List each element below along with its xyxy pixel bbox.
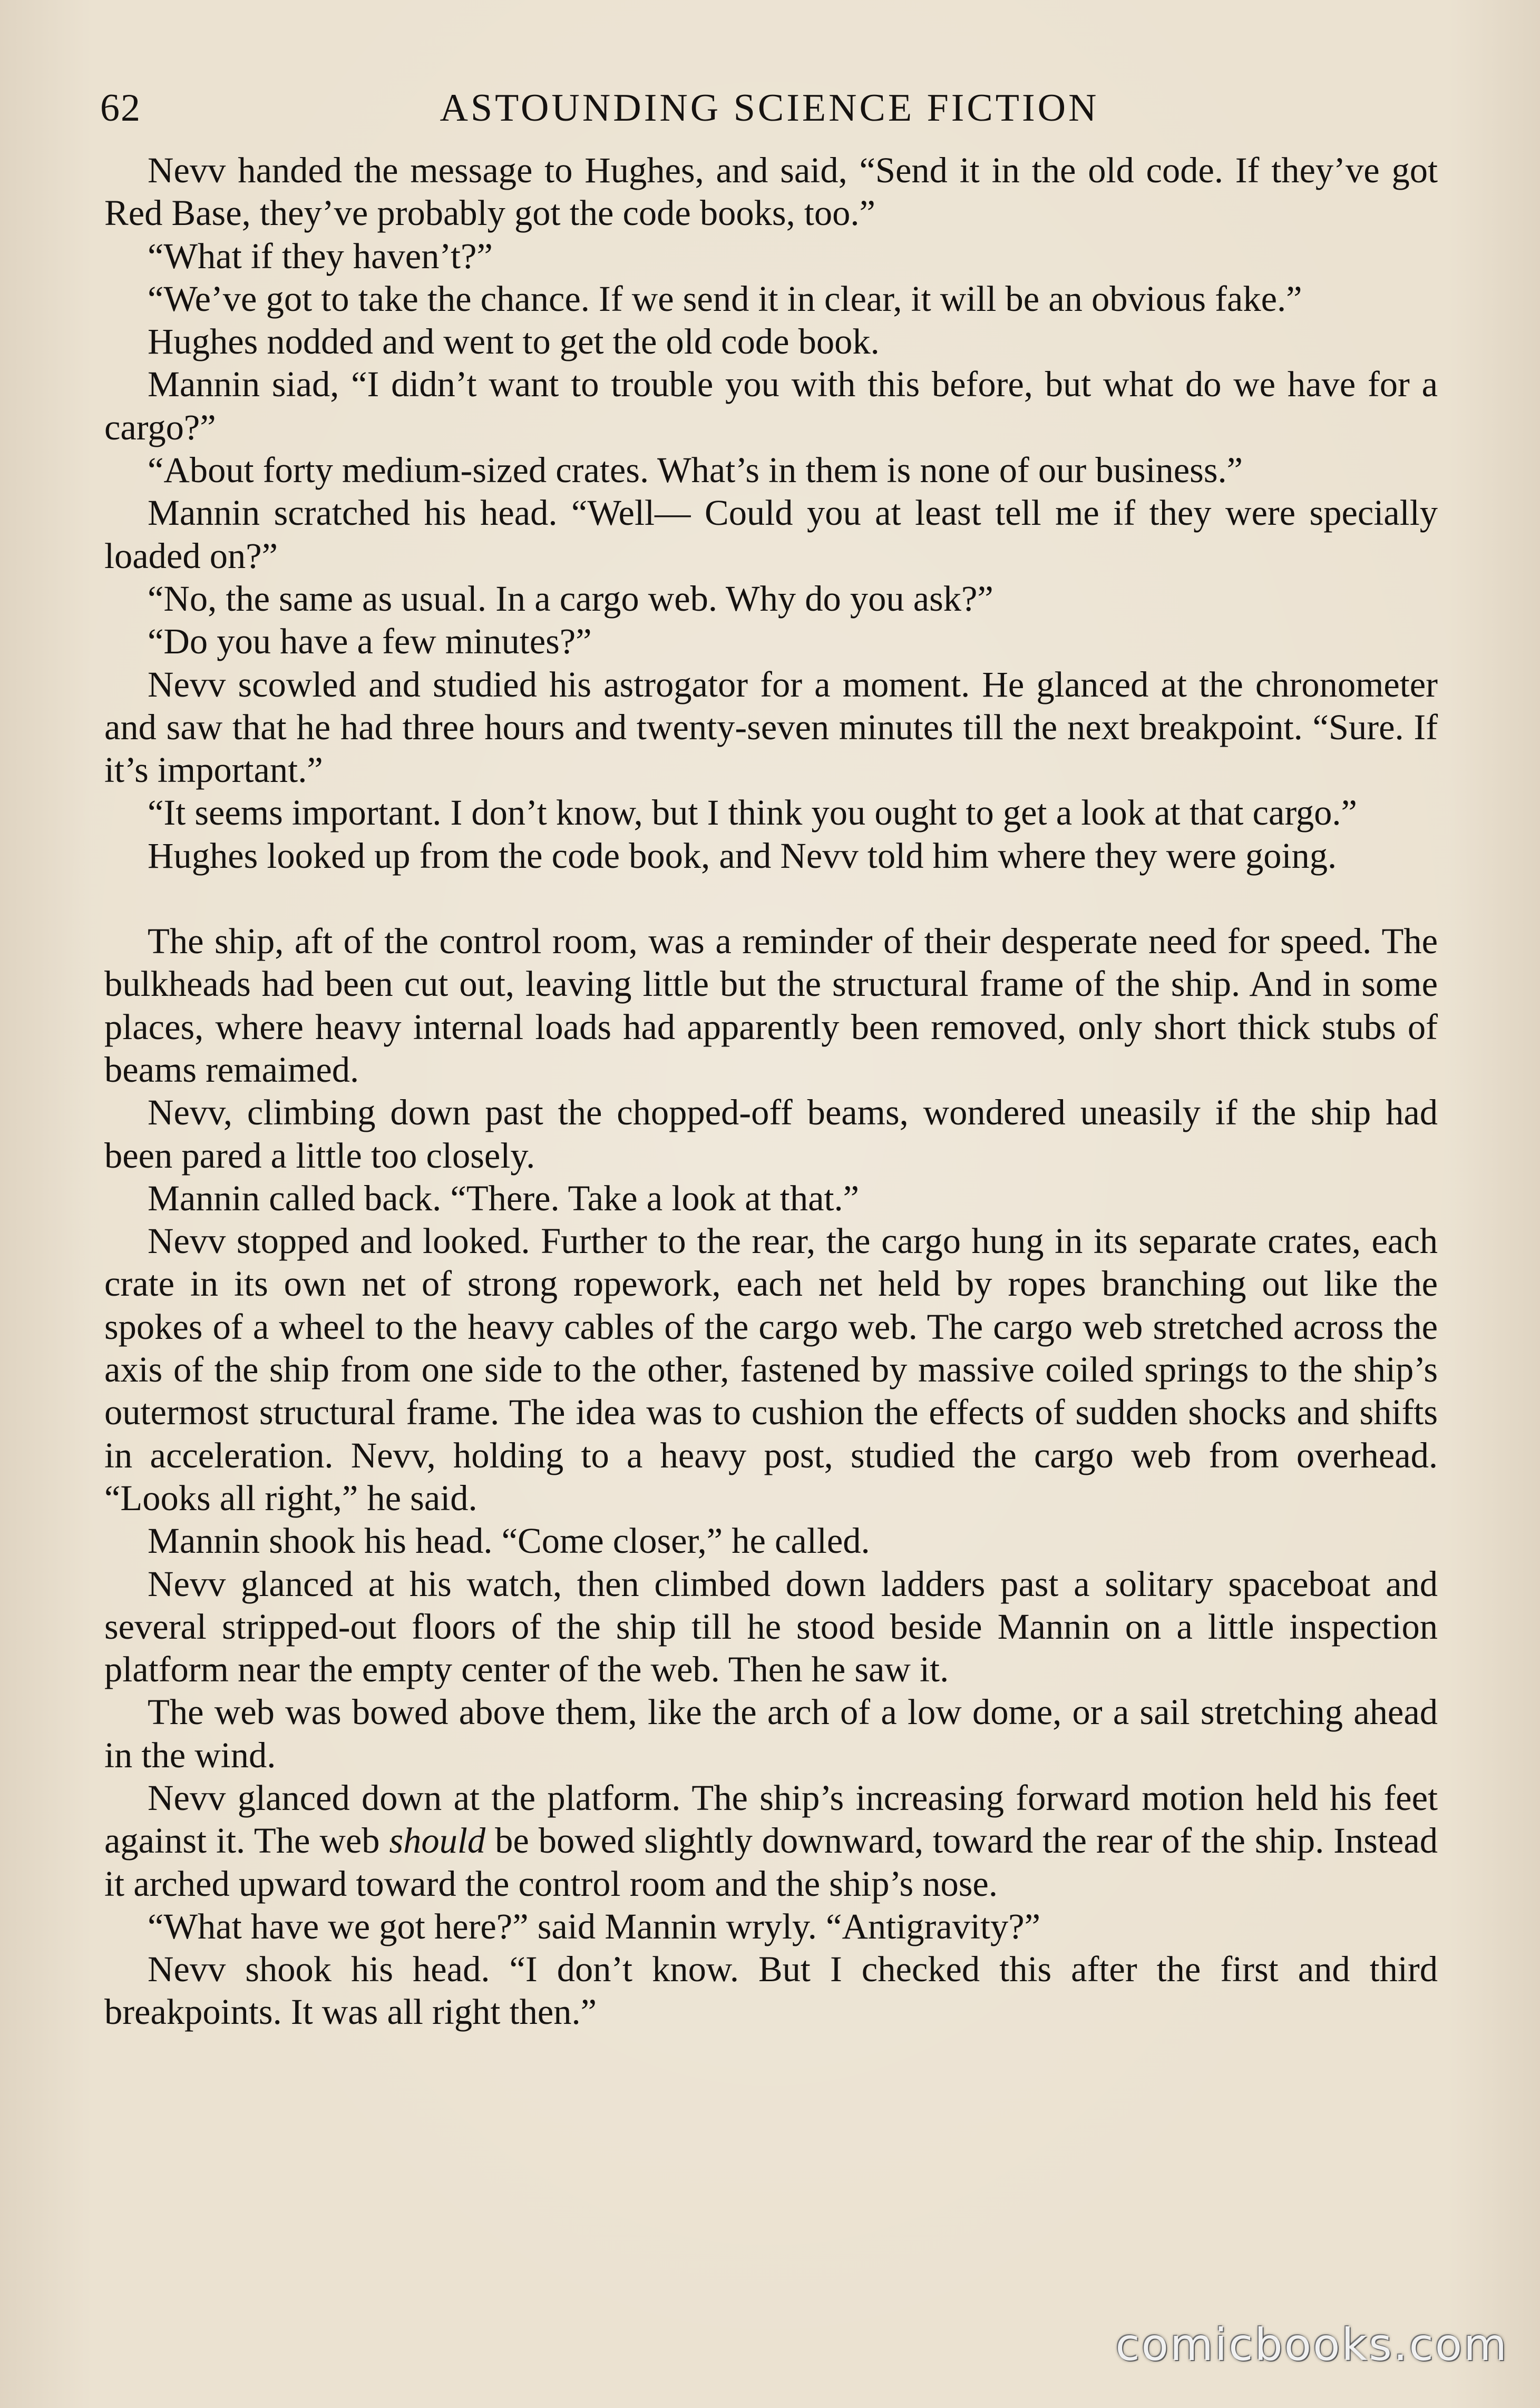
paragraph: Hughes nodded and went to get the old code book. [148,321,880,362]
paragraph: “We’ve got to take the chance. If we send it in clear, it will be an obvious fake.” [148,278,1302,319]
paragraph-text: be bowed slightly downward, toward the rear of the ship. Instead it arched upward toward the control room and the ship’s nose. [104,1820,1438,1904]
paragraph: “What if they haven’t?” [148,236,493,276]
story-text [104,149,1438,2034]
paragraph: Mannin siad, “I didn’t want to trouble you with this before, but what do we have for a cargo?” [104,364,1438,447]
paragraph: “What have we got here?” said Mannin wryly. “Antigravity?” [148,1906,1041,1946]
paragraph: Nevv shook his head. “I don’t know. But I checked this after the first and third breakpoints. It was all right then.” [104,1949,1438,2032]
paragraph-text: Nevv glanced down at the platform. The ship’s increasing forward motion held his feet against it. The web [104,1777,1438,1861]
paragraph-emphasis [104,1777,1438,1905]
paragraph: Nevv handed the message to Hughes, and said, “Send it in the old code. If they’ve got Red Base, they’ve probably got the code books, too.” [104,150,1438,233]
paragraph: Nevv stopped and looked. Further to the rear, the cargo hung in its separate crates, each crate in its own net of strong ropework, each net held by ropes branching out like the spokes of a wheel to the heavy cables of the cargo web. The cargo web stretched across the axis of the ship from one side to the other, fastened by massive coiled springs to the ship’s outermost structural frame. The idea was to cushion the effects of sudden shocks and shifts in acceleration. Nevv, holding to a heavy post, studied the cargo web from overhead. “Looks all right,” he said. [104,1221,1438,1518]
paragraph: Nevv, climbing down past the chopped-off beams, wondered uneasily if the ship had been pared a little too closely. [104,1092,1438,1176]
paragraph: “It seems important. I don’t know, but I think you ought to get a look at that cargo.” [148,792,1357,833]
paragraph: Nevv glanced at his watch, then climbed down ladders past a solitary spaceboat and several stripped-out floors of the ship till he stood beside Mannin on a little inspection platform near the empty center of the web. Then he saw it. [104,1563,1438,1690]
paragraph: “About forty medium-sized crates. What’s in them is none of our business.” [148,450,1243,491]
paragraph: Hughes looked up from the code book, and Nevv told him where they were going. [148,835,1337,876]
paragraph: The ship, aft of the control room, was a reminder of their desperate need for speed. The bulkheads had been cut out, leaving little but the structural frame of the ship. And in some places, where heavy internal loads had apparently been removed, only short thick stubs of beams remaimed. [104,921,1438,1090]
paragraph: Mannin shook his head. “Come closer,” he called. [148,1521,870,1561]
paragraph: Mannin scratched his head. “Well— Could you at least tell me if they were specially loaded on?” [104,493,1438,576]
paragraph: Nevv scowled and studied his astrogator for a moment. He glanced at the chronometer and saw that he had three hours and twenty-seven minutes till the next breakpoint. “Sure. If it’s important.” [104,664,1438,790]
running-head: ASTOUNDING SCIENCE FICTION [440,86,1099,130]
page-number: 62 [100,86,141,130]
paragraph: Mannin called back. “There. Take a look at that.” [148,1178,860,1218]
paragraph: “No, the same as usual. In a cargo web. Why do you ask?” [148,578,993,619]
site-watermark: comicbooks.com [1115,2319,1508,2371]
emphasis-word: should [389,1820,486,1861]
paragraph: “Do you have a few minutes?” [148,621,592,662]
page-header [100,79,1439,137]
paragraph: The web was bowed above them, like the arch of a low dome, or a sail stretching ahead in the wind. [104,1692,1438,1775]
